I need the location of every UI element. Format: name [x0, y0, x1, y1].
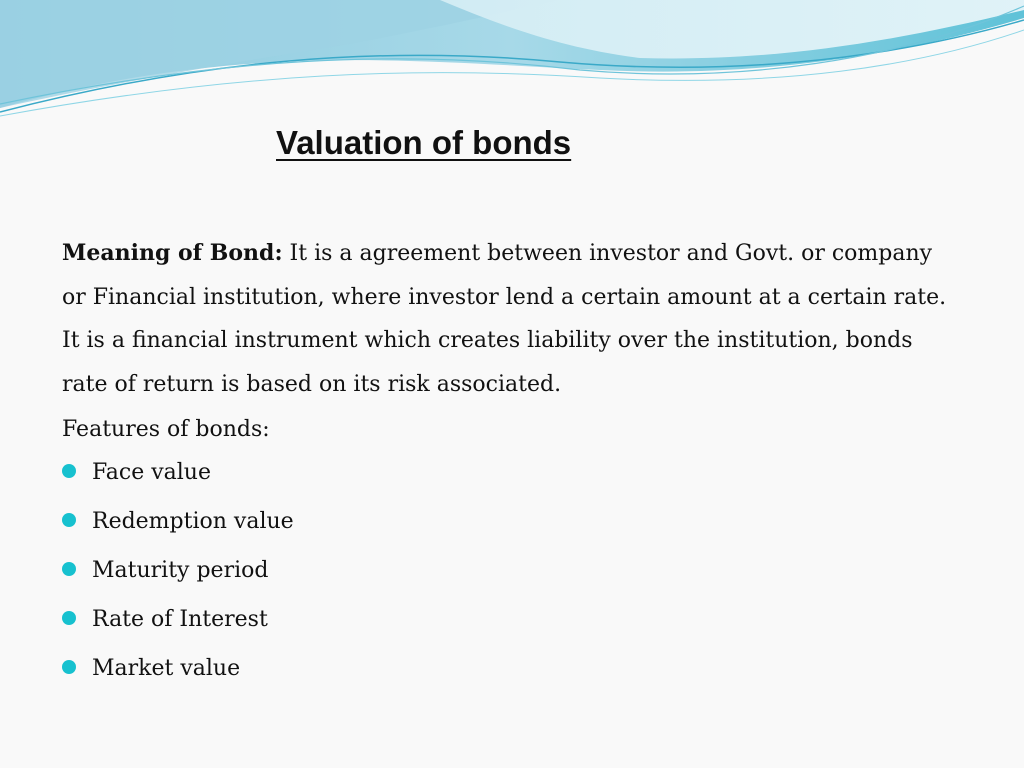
list-item-label: Market value [92, 656, 241, 681]
header-wave-decoration [0, 0, 1024, 120]
bullet-icon [62, 660, 76, 674]
list-item-label: Face value [92, 460, 211, 485]
bullet-icon [62, 611, 76, 625]
list-item [62, 448, 962, 497]
bullet-icon [62, 562, 76, 576]
list-item [62, 497, 962, 546]
meaning-label: Meaning of Bond: [62, 240, 283, 266]
meaning-paragraph [62, 232, 962, 406]
features-list [62, 448, 962, 693]
list-item-label: Maturity period [92, 558, 269, 583]
bullet-icon [62, 513, 76, 527]
bullet-icon [62, 464, 76, 478]
features-heading: Features of bonds: [62, 417, 270, 442]
list-item [62, 546, 962, 595]
list-item-label: Redemption value [92, 509, 294, 534]
list-item [62, 644, 962, 693]
slide-title: Valuation of bonds [276, 124, 572, 161]
meaning-text: It is a agreement between investor and Govt. or company or Financial institution, where investor lend a certain amount at a certain rate. It is a financial instrument which creates liability over the institution, bonds rate of return is based on its risk associated. [62, 241, 947, 397]
list-item [62, 595, 962, 644]
slide-body [62, 232, 962, 693]
list-item-label: Rate of Interest [92, 607, 268, 632]
